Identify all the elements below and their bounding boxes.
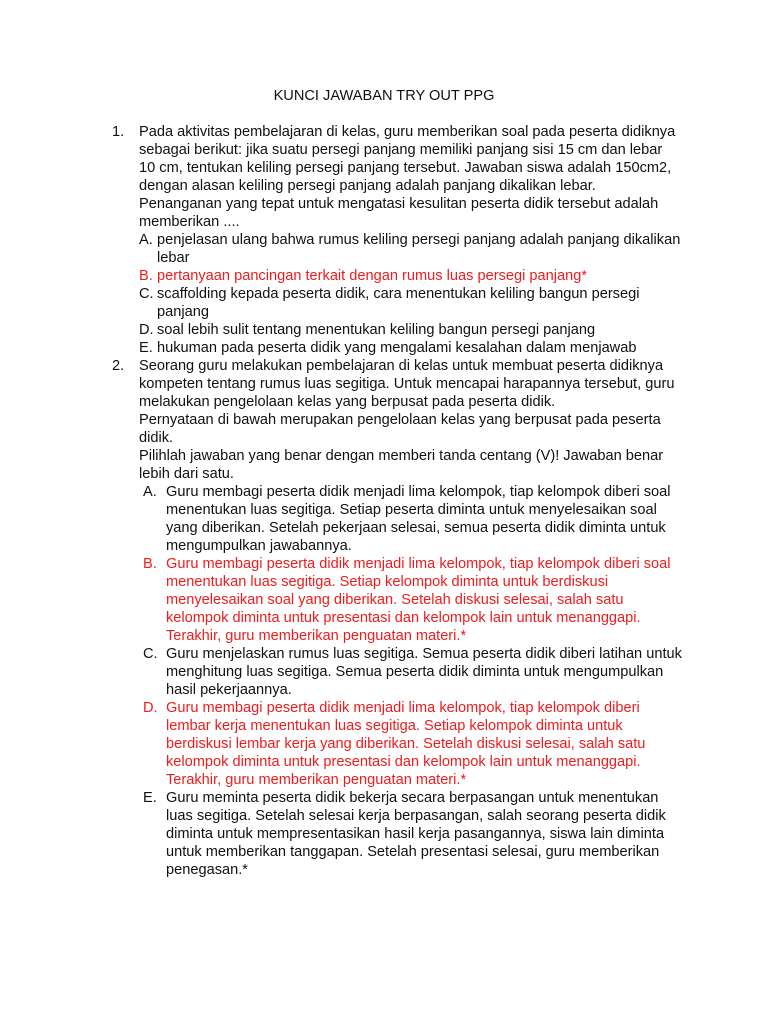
option-text: Guru membagi peserta didik menjadi lima kelompok, tiap kelompok diberi lembar kerja menentukan luas segitiga. Setiap kelompok diminta untuk berdiskusi lembar kerja yang diberikan. Setelah diskusi selesai, salah satu kelompok diminta untuk presentasi dan kelompok lain untuk menanggapi. Terakhir, guru memberikan penguatan materi.* — [166, 700, 646, 788]
option-letter: A. — [143, 484, 157, 500]
option-letter: E. — [143, 790, 157, 806]
option-e — [139, 789, 682, 879]
question-text: Seorang guru melakukan pembelajaran di kelas untuk membuat peserta didiknya kompeten tentang rumus luas segitiga. Untuk mencapai harapannya tersebut, guru melakukan pengelolaan kelas yang berpusat pada peserta didik. — [139, 358, 675, 410]
option-text: pertanyaan pancingan terkait dengan rumus luas persegi panjang* — [157, 268, 588, 284]
option-letter: C. — [143, 646, 158, 662]
option-text: Guru membagi peserta didik menjadi lima kelompok, tiap kelompok diberi soal menentukan luas segitiga. Setiap peserta diminta untuk menyelesaikan soal yang diberikan. Setelah pekerjaan selesai, semua peserta didik diminta untuk mengumpulkan jawabannya. — [166, 484, 671, 554]
option-list — [139, 231, 682, 357]
question-list — [112, 123, 682, 879]
option-c — [139, 645, 682, 699]
option-text: Guru membagi peserta didik menjadi lima kelompok, tiap kelompok diberi soal menentukan luas segitiga. Setiap kelompok diminta untuk berdiskusi menyelesaikan soal yang diberikan. Setelah diskusi selesai, salah satu kelompok diminta untuk presentasi dan kelompok lain untuk menanggapi. Terakhir, guru memberikan penguatan materi.* — [166, 556, 671, 644]
question-statement: Pernyataan di bawah merupakan pengelolaan kelas yang berpusat pada peserta didik. — [139, 412, 661, 446]
option-text: Guru meminta peserta didik bekerja secara berpasangan untuk menentukan luas segitiga. Setelah selesai kerja berpasangan, salah seorang peserta didik diminta untuk mempresentasikan hasil kerja pasangannya, siswa lain diminta untuk memberikan tanggapan. Setelah presentasi selesai, guru memberikan penegasan.* — [166, 790, 666, 878]
question-2 — [112, 357, 682, 879]
option-list — [139, 483, 682, 879]
option-c — [139, 285, 682, 321]
option-b-correct — [139, 267, 682, 285]
option-letter: A. — [139, 232, 153, 248]
option-b-correct — [139, 555, 682, 645]
option-a — [139, 483, 682, 555]
option-letter: D. — [139, 322, 154, 338]
question-text: Pada aktivitas pembelajaran di kelas, guru memberikan soal pada peserta didiknya sebagai berikut: jika suatu persegi panjang memiliki panjang sisi 15 cm dan lebar 10 cm, tentukan keliling persegi panjang tersebut. Jawaban siswa adalah 150cm2, dengan alasan keliling persegi panjang adalah panjang dikalikan lebar. Penanganan yang tepat untuk mengatasi kesulitan peserta didik tersebut adalah memberikan .... — [139, 124, 676, 230]
option-text: Guru menjelaskan rumus luas segitiga. Semua peserta didik diberi latihan untuk menghitung luas segitiga. Semua peserta didik diminta untuk mengumpulkan hasil pekerjaannya. — [166, 646, 682, 698]
option-e — [139, 339, 682, 357]
option-text: scaffolding kepada peserta didik, cara menentukan keliling bangun persegi panjang — [157, 286, 640, 320]
option-letter: E. — [139, 340, 153, 356]
question-1 — [112, 123, 682, 357]
option-text: soal lebih sulit tentang menentukan keliling bangun persegi panjang — [157, 322, 596, 338]
question-number: 2. — [112, 358, 125, 374]
option-letter: B. — [143, 556, 157, 572]
question-instruction: Pilihlah jawaban yang benar dengan memberi tanda centang (V)! Jawaban benar lebih dari satu. — [139, 448, 664, 482]
option-d-correct — [139, 699, 682, 789]
option-letter: D. — [143, 700, 158, 716]
document-title: KUNCI JAWABAN TRY OUT PPG — [273, 88, 495, 104]
option-letter: C. — [139, 286, 154, 302]
question-number: 1. — [112, 124, 125, 140]
option-d — [139, 321, 682, 339]
option-text: hukuman pada peserta didik yang mengalami kesalahan dalam menjawab — [157, 340, 637, 356]
option-letter: B. — [139, 268, 153, 284]
option-a — [139, 231, 682, 267]
option-text: penjelasan ulang bahwa rumus keliling persegi panjang adalah panjang dikalikan lebar — [157, 232, 681, 266]
